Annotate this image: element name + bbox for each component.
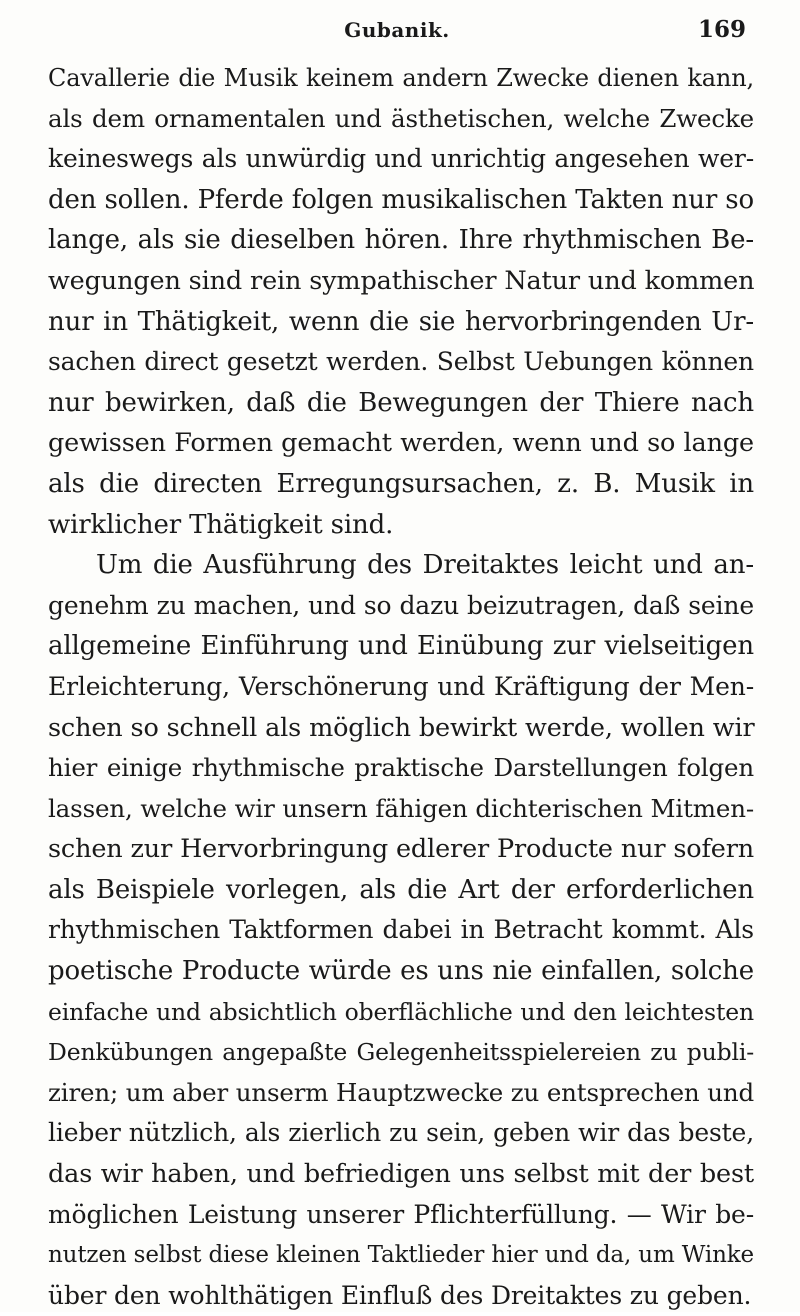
text-line: Denkübungen angepaßte Gelegenheitsspielereien zu publi-	[48, 1038, 754, 1067]
text-line: als Beispiele vorlegen, als die Art der erforderlichen	[48, 874, 754, 905]
text-line: hier einige rhythmische praktische Darstellungen folgen	[48, 753, 754, 783]
text-line: poetische Producte würde es uns nie einfallen, solche	[48, 956, 754, 987]
text-line: Erleichterung, Verschönerung und Kräftigung der Men-	[48, 671, 754, 701]
text-line: genehm zu machen, und so dazu beizutragen, daß seine	[48, 590, 754, 620]
text-line: nur in Thätigkeit, wenn die sie hervorbringenden Ur-	[48, 306, 754, 337]
text-line: lassen, welche wir unsern fähigen dichterischen Mitmen-	[48, 793, 754, 823]
text-line: den sollen. Pferde folgen musikalischen Takten nur so	[48, 184, 754, 215]
text-line: lange, als sie dieselben hören. Ihre rhythmischen Be-	[48, 225, 754, 256]
page-number: 169	[697, 16, 746, 43]
text-line: einfache und absichtlich oberflächliche und den leichtesten	[48, 997, 754, 1026]
text-line: gewissen Formen gemacht werden, wenn und so lange	[48, 428, 754, 459]
text-line: schen zur Hervorbringung edlerer Producte nur sofern	[48, 834, 755, 865]
text-line: möglichen Leistung unserer Pflichterfüllung. — Wir be-	[48, 1199, 754, 1229]
paragraph-2	[48, 545, 754, 1316]
text-line: über den wohlthätigen Einfluß des Dreitaktes zu geben.	[48, 1280, 752, 1310]
text-line: ziren; um aber unserm Hauptzwecke zu entsprechen und	[48, 1077, 754, 1107]
text-line: wegungen sind rein sympathischer Natur und kommen	[48, 265, 755, 296]
text-line: lieber nützlich, als zierlich zu sein, geben wir das beste,	[48, 1118, 754, 1148]
text-line: Cavallerie die Musik keinem andern Zwecke dienen kann,	[48, 64, 754, 92]
paragraph-1	[48, 58, 754, 545]
text-line: als die directen Erregungsursachen, z. B. Musik in	[48, 468, 754, 499]
running-head	[48, 14, 746, 48]
text-line: sachen direct gesetzt werden. Selbst Uebungen können	[48, 347, 754, 377]
body-text	[48, 58, 754, 1316]
text-line: rhythmischen Taktformen dabei in Betracht kommt. Als	[48, 915, 754, 945]
text-line: schen so schnell als möglich bewirkt werde, wollen wir	[48, 712, 755, 743]
text-line: keineswegs als unwürdig und unrichtig angesehen wer-	[48, 144, 754, 174]
text-line: nutzen selbst diese kleinen Taktlieder hier und da, um Winke	[48, 1242, 754, 1269]
text-line: allgemeine Einführung und Einübung zur vielseitigen	[48, 631, 754, 662]
text-line: als dem ornamentalen und ästhetischen, welche Zwecke	[48, 103, 754, 133]
running-title: Gubanik.	[344, 18, 450, 42]
text-line: Um die Ausführung des Dreitaktes leicht und an-	[96, 550, 754, 581]
text-line: das wir haben, und befriedigen uns selbst mit der best	[48, 1159, 754, 1190]
text-line: wirklicher Thätigkeit sind.	[48, 509, 394, 540]
text-line: nur bewirken, daß die Bewegungen der Thiere nach	[48, 387, 754, 418]
